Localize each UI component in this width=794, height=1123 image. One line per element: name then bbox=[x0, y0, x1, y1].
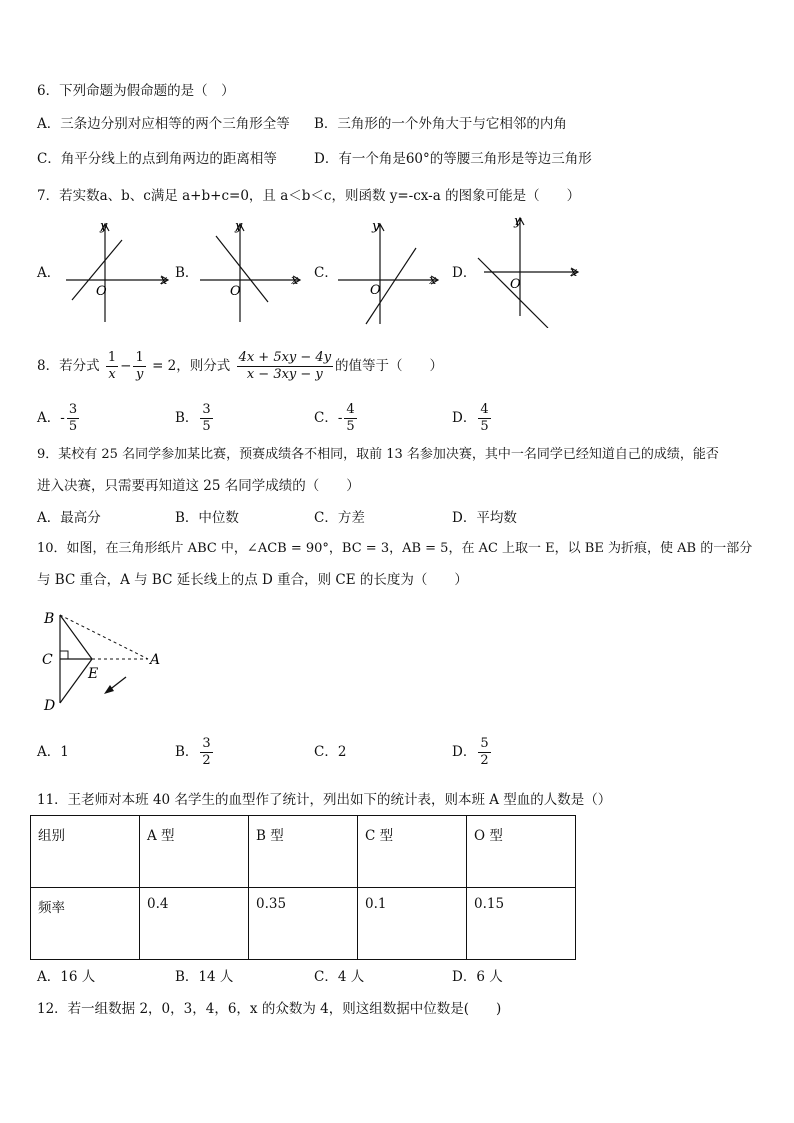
q7-stem: 7．若实数a、b、c满足 a+b+c=0，且 a＜b＜c，则函数 y=-cx-a 的图象可能是（ ） bbox=[37, 188, 581, 204]
blood-type-table bbox=[30, 815, 576, 960]
q7-label-c: C． bbox=[314, 265, 338, 281]
table-cell: 频率 bbox=[31, 888, 140, 960]
q10-option-a: A．1 bbox=[37, 744, 69, 760]
q7-label-d: D． bbox=[452, 265, 477, 281]
table-cell: A 型 bbox=[140, 816, 249, 888]
table-cell: 0.1 bbox=[358, 888, 467, 960]
axis-y-label: y bbox=[514, 214, 522, 229]
q7-label-b: B． bbox=[175, 265, 199, 281]
q11-option-d: D．6 人 bbox=[452, 969, 503, 985]
q8-stem bbox=[37, 348, 443, 384]
q8-option-b: B． $\frac{3}{5}$ bbox=[175, 402, 211, 434]
q8-option-d: D． $\frac{4}{5}$ bbox=[452, 402, 489, 434]
origin-label: O bbox=[96, 284, 107, 299]
origin-label: O bbox=[230, 284, 241, 299]
table-cell: 组别 bbox=[31, 816, 140, 888]
q9-option-c: C．方差 bbox=[314, 510, 365, 526]
q7-label-a: A． bbox=[37, 265, 61, 281]
q6-option-d: D．有一个角是60°的等腰三角形是等边三角形 bbox=[314, 151, 592, 167]
table-header-row bbox=[31, 816, 576, 888]
table-cell: 0.4 bbox=[140, 888, 249, 960]
q10-option-d: D． $\frac{5}{2}$ bbox=[452, 736, 489, 768]
q8-prefix: 8．若分式 bbox=[37, 358, 100, 374]
table-cell: O 型 bbox=[467, 816, 576, 888]
q8-equals: = 2，则分式 bbox=[152, 358, 231, 374]
q6-option-c: C．角平分线上的点到角两边的距离相等 bbox=[37, 151, 277, 167]
table-row bbox=[31, 888, 576, 960]
q9-option-b: B．中位数 bbox=[175, 510, 239, 526]
q7-graph-a bbox=[60, 218, 175, 328]
q10-option-b: B． $\frac{3}{2}$ bbox=[175, 736, 211, 768]
origin-label: O bbox=[370, 283, 381, 298]
q11-option-b: B．14 人 bbox=[175, 969, 234, 985]
axis-x-label: x bbox=[429, 273, 437, 288]
axis-x-label: x bbox=[160, 273, 168, 288]
q12-stem: 12．若一组数据 2，0，3，4，6，x 的众数为 4，则这组数据中位数是( ) bbox=[37, 1001, 502, 1017]
q11-option-c: C．4 人 bbox=[314, 969, 365, 985]
table-cell: 0.15 bbox=[467, 888, 576, 960]
table-cell: B 型 bbox=[249, 816, 358, 888]
q6-stem: 6．下列命题为假命题的是（ ） bbox=[37, 83, 235, 99]
origin-label: O bbox=[510, 277, 521, 292]
label-a: A bbox=[150, 652, 161, 668]
q7-graph-b bbox=[196, 218, 311, 328]
label-c: C bbox=[42, 652, 53, 668]
axis-y-label: y bbox=[235, 219, 243, 234]
q11-option-a: A．16 人 bbox=[37, 969, 96, 985]
label-b: B bbox=[44, 611, 55, 627]
q8-minus: − bbox=[120, 358, 132, 374]
label-e: E bbox=[88, 666, 99, 682]
q9-option-a: A．最高分 bbox=[37, 510, 101, 526]
axis-y-label: y bbox=[372, 219, 380, 234]
q9-option-d: D．平均数 bbox=[452, 510, 517, 526]
q8-fraction-1: $\frac{1}{x}$ bbox=[107, 350, 117, 382]
q10-option-c: C．2 bbox=[314, 744, 347, 760]
table-cell: C 型 bbox=[358, 816, 467, 888]
q8-big-fraction: $\frac{4x + 5xy - 4y}{x - 3xy - y}$ bbox=[238, 350, 332, 382]
table-cell: 0.35 bbox=[249, 888, 358, 960]
q6-option-b: B．三角形的一个外角大于与它相邻的内角 bbox=[314, 116, 567, 132]
q10-stem-line2: 与 BC 重合，A 与 BC 延长线上的点 D 重合，则 CE 的长度为（ ） bbox=[37, 572, 468, 588]
q9-stem-line1: 9．某校有 25 名同学参加某比赛，预赛成绩各不相同，取前 13 名参加决赛，其中一名同学已经知道自己的成绩，能否 bbox=[37, 447, 719, 462]
label-d: D bbox=[44, 698, 56, 714]
q8-suffix: 的值等于（ ） bbox=[335, 358, 444, 374]
q7-graph-c bbox=[334, 218, 449, 328]
q10-stem-line1: 10．如图，在三角形纸片 ABC 中，∠ACB = 90°，BC = 3，AB = 5，在 AC 上取一 E，以 BE 为折痕，使 AB 的一部分 bbox=[37, 541, 753, 556]
q8-option-a: A．- $\frac{3}{5}$ bbox=[37, 402, 78, 434]
axis-x-label: x bbox=[291, 273, 299, 288]
q10-figure bbox=[38, 605, 173, 720]
q7-graph-d bbox=[474, 212, 589, 328]
q8-option-c: C．- $\frac{4}{5}$ bbox=[314, 402, 355, 434]
q8-fraction-2: $\frac{1}{y}$ bbox=[135, 350, 144, 382]
q11-stem: 11．王老师对本班 40 名学生的血型作了统计，列出如下的统计表，则本班 A 型血的人数是（） bbox=[37, 792, 612, 808]
axis-y-label: y bbox=[100, 219, 108, 234]
q6-option-a: A．三条边分别对应相等的两个三角形全等 bbox=[37, 116, 290, 132]
axis-x-label: x bbox=[570, 265, 578, 280]
q9-stem-line2: 进入决赛，只需要再知道这 25 名同学成绩的（ ） bbox=[37, 478, 360, 494]
